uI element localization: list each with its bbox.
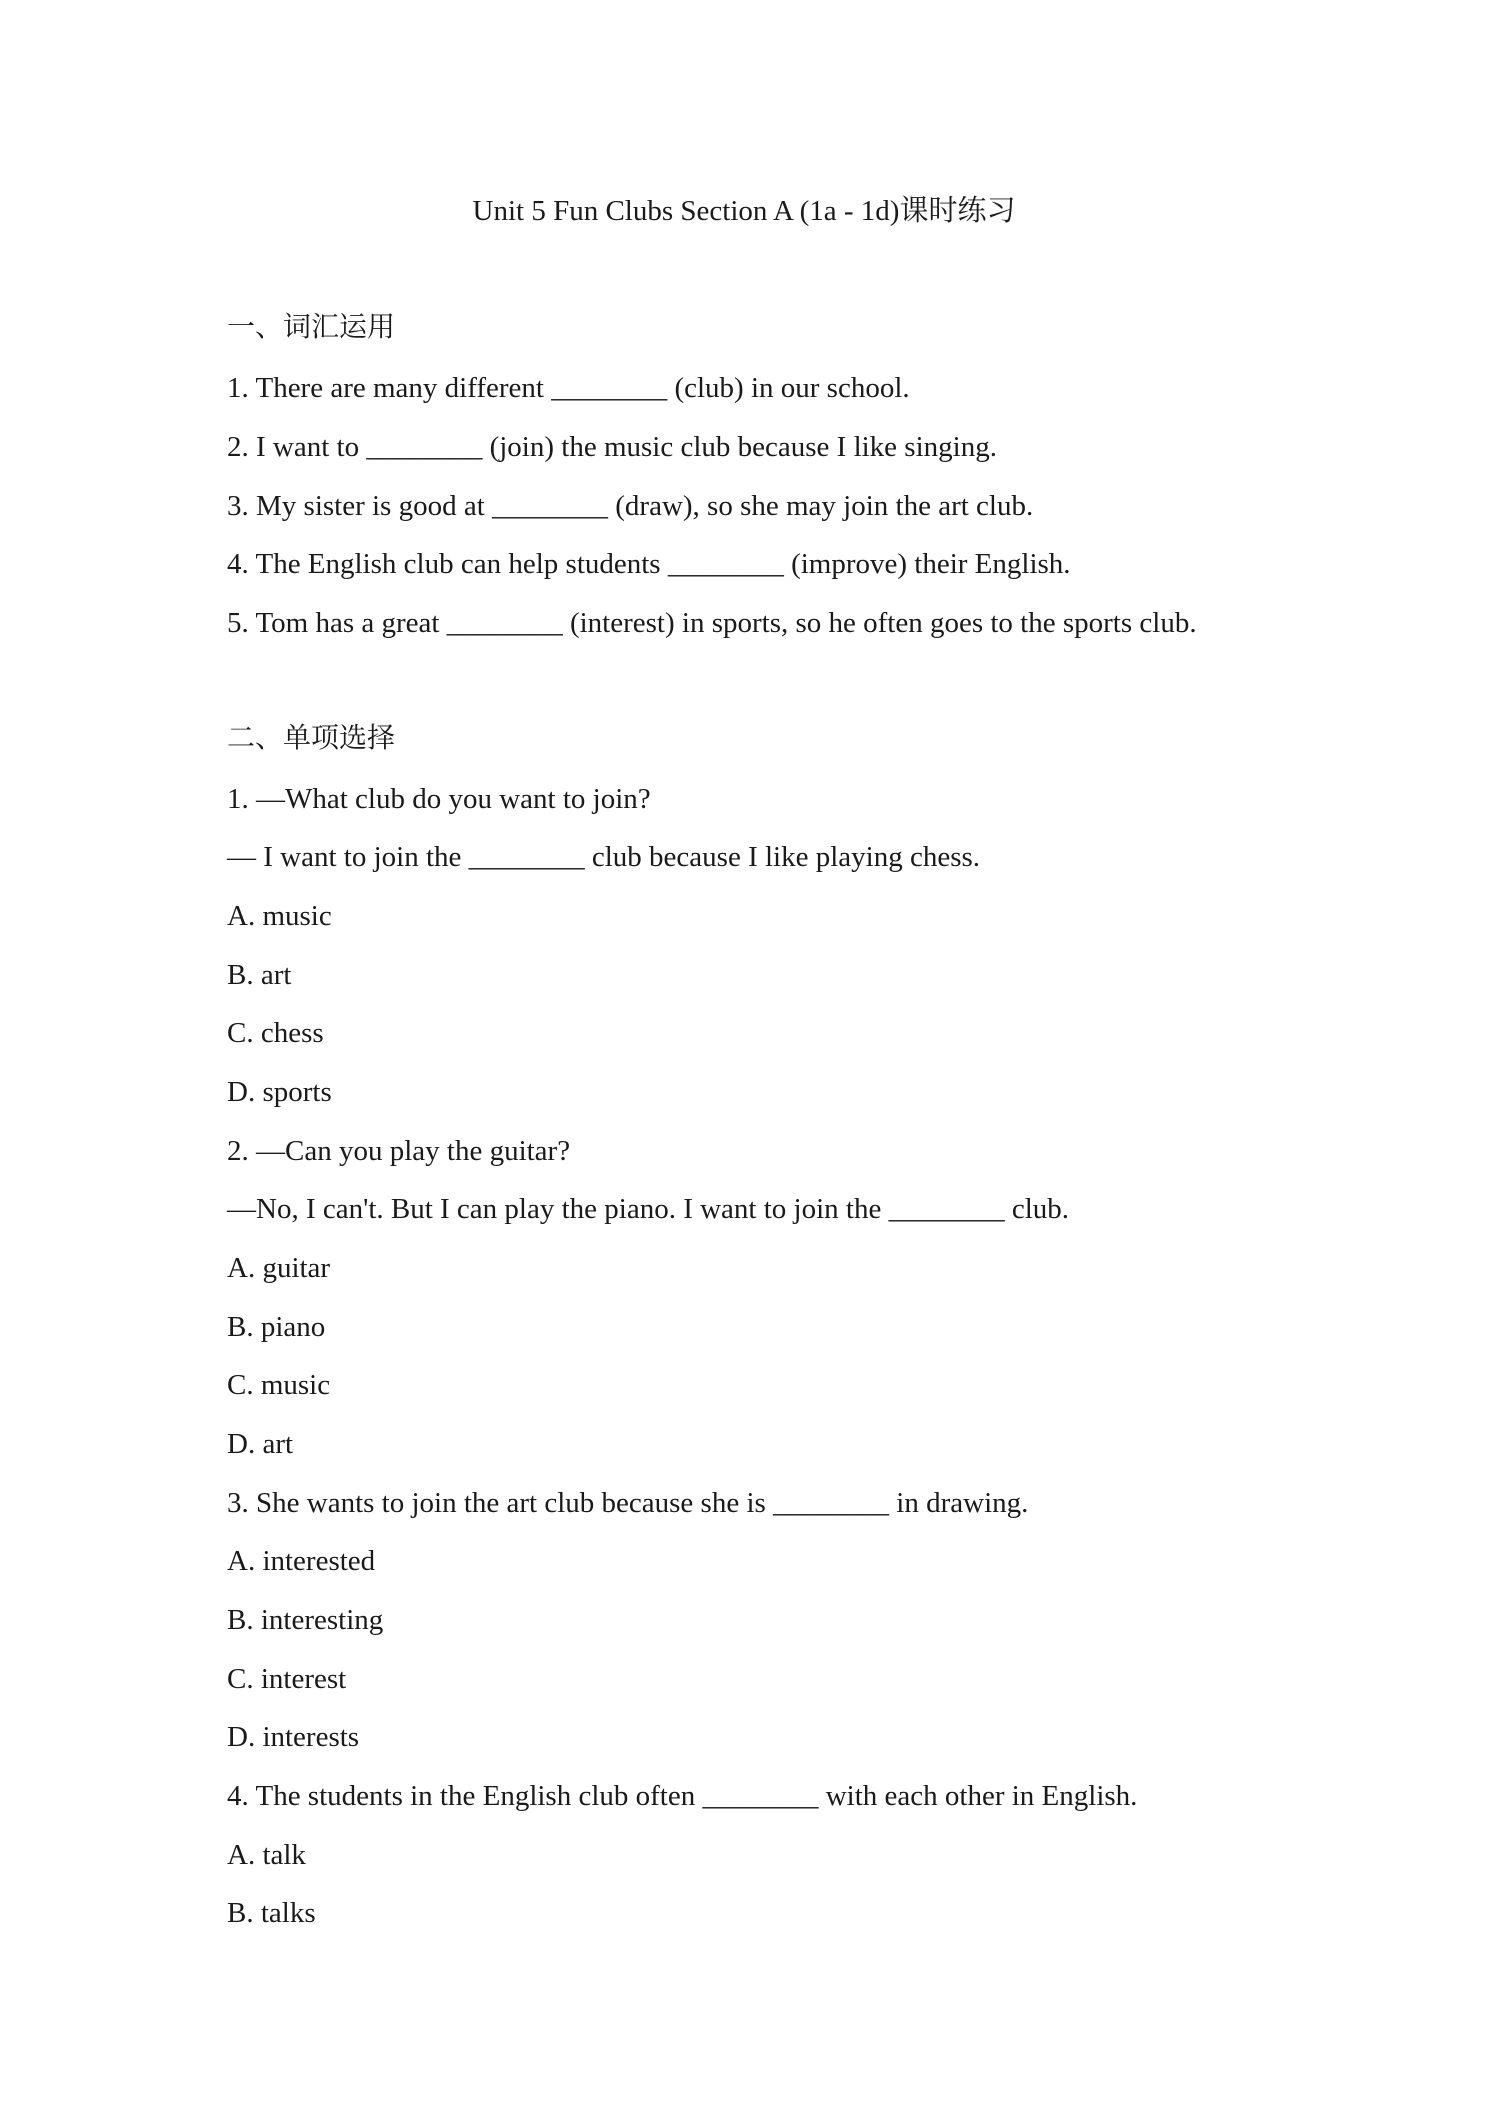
mc-q4-question: 4. The students in the English club often ________ with each other in English. (227, 1780, 1138, 1812)
mc-q4-option-b: B. talks (227, 1897, 316, 1929)
mc-q1-answer-line: — I want to join the ________ club because I like playing chess. (227, 841, 981, 873)
mc-q2-question: 2. —Can you play the guitar? (227, 1135, 571, 1167)
mc-q2-option-d: D. art (227, 1428, 294, 1460)
mc-q1-question: 1. —What club do you want to join? (227, 783, 651, 815)
section-heading-vocabulary: 一、词汇运用 (227, 312, 396, 343)
mc-q3-option-a: A. interested (227, 1545, 376, 1577)
mc-q1-option-d: D. sports (227, 1076, 332, 1108)
mc-q1-option-a: A. music (227, 900, 332, 932)
vocab-item-1: 1. There are many different ________ (club) in our school. (227, 372, 910, 404)
mc-q3-option-c: C. interest (227, 1663, 347, 1695)
mc-q3-question: 3. She wants to join the art club because she is ________ in drawing. (227, 1487, 1029, 1519)
mc-q4-option-a: A. talk (227, 1839, 306, 1871)
mc-q2-answer-line: —No, I can't. But I can play the piano. I want to join the ________ club. (227, 1193, 1070, 1225)
vocab-item-5: 5. Tom has a great ________ (interest) in sports, so he often goes to the sports club. (227, 607, 1197, 639)
page-title: Unit 5 Fun Clubs Section A (1a - 1d)课时练习 (472, 195, 1016, 227)
mc-q3-option-d: D. interests (227, 1721, 360, 1753)
mc-q3-option-b: B. interesting (227, 1604, 384, 1636)
mc-q2-option-b: B. piano (227, 1311, 326, 1343)
vocab-item-3: 3. My sister is good at ________ (draw), so she may join the art club. (227, 490, 1034, 522)
vocab-item-2: 2. I want to ________ (join) the music club because I like singing. (227, 431, 997, 463)
mc-q2-option-a: A. guitar (227, 1252, 331, 1284)
mc-q2-option-c: C. music (227, 1369, 331, 1401)
vocab-item-4: 4. The English club can help students ________ (improve) their English. (227, 548, 1071, 580)
mc-q1-option-b: B. art (227, 959, 292, 991)
mc-q1-option-c: C. chess (227, 1017, 324, 1049)
section-heading-multiple-choice: 二、单项选择 (227, 723, 396, 754)
